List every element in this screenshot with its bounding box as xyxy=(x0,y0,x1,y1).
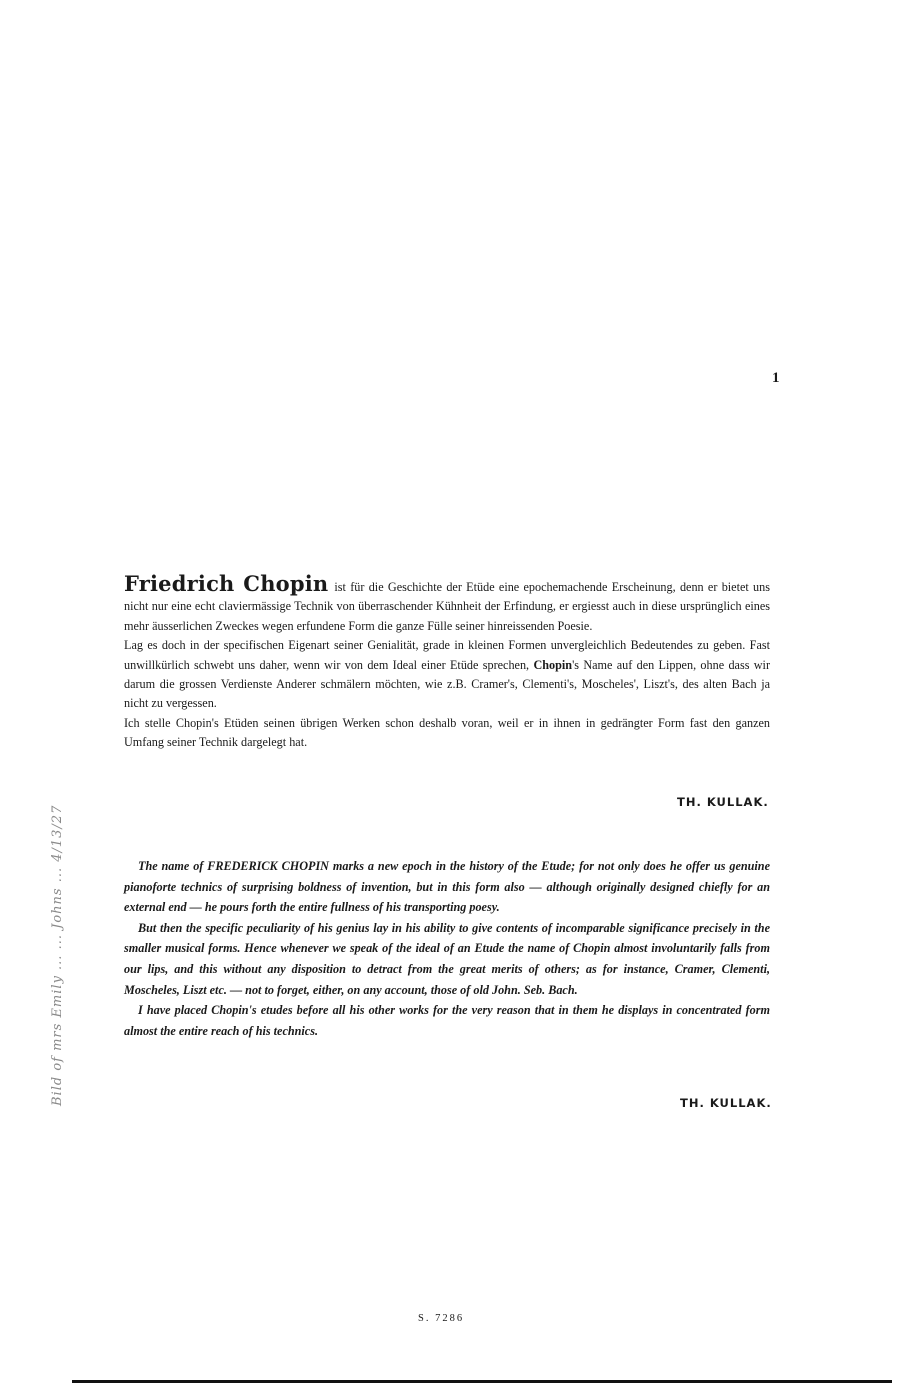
german-preface xyxy=(124,571,770,753)
german-paragraph-2-name: Chopin xyxy=(533,657,573,672)
composer-name-title: Friedrich Chopin xyxy=(124,571,329,596)
german-paragraph-2-text: Lag es doch in der specifischen Eigenart seiner Genialität, grade in kleinen Formen unvergleichlich Bedeutendes zu geben. Fast unwillkürlich schwebt uns daher, wenn wir von dem Ideal einer Etüde sprechen, xyxy=(124,638,770,672)
english-preface xyxy=(124,856,770,1041)
german-paragraph-3: Ich stelle Chopin's Etüden seinen übrigen Werken schon deshalb voran, weil er in ihnen in gedrängter Form fast den ganzen Umfang seiner Technik dargelegt hat. xyxy=(124,715,770,750)
english-paragraph-2: But then the specific peculiarity of his genius lay in his ability to give contents of incomparable significance precisely in the smaller musical forms. Hence whenever we speak of the ideal of an Etude the name of Chopin almost involuntarily falls from our lips, and this without any disposition to detract from the great merits of others; as for instance, Cramer, Clementi, Moscheles, Liszt etc. — not to forget, either, on any account, those of old John. Seb. Bach. xyxy=(124,920,770,997)
german-paragraph-1-text: ist für die Geschichte der Etüde eine epochemachende Erscheinung, denn er bietet uns nicht nur eine echt claviermässige Technik von überraschender Kühnheit der Erfindung, er ergiesst auch in diese ursprünglich eines mehr äusserlichen Zweckes wegen erfundene Form die ganze Fülle seiner hinreissenden Poesie. xyxy=(124,580,770,633)
german-paragraph-1 xyxy=(124,571,770,636)
page-number: 1 xyxy=(772,370,780,386)
plate-number: S. 7286 xyxy=(418,1313,465,1324)
english-paragraph-1: The name of FREDERICK CHOPIN marks a new epoch in the history of the Etude; for not only does he offer us genuine pianoforte technics of surprising boldness of invention, but in this form also — although originally designed chiefly for an external end — he pours forth the entire fullness of his transporting poesy. xyxy=(124,859,770,915)
german-paragraph-2 xyxy=(124,636,770,714)
handwritten-margin-note: Bild of mrs Emily ... ... Johns ... 4/13/27 xyxy=(50,804,65,1106)
bottom-rule xyxy=(72,1380,892,1383)
german-paragraph-2-rest: 's Name auf den Lippen, ohne dass wir darum die grossen Verdienste Anderer schmälern möchten, wie z.B. Cramer's, Clementi's, Moscheles', Liszt's, des alten Bach ja nicht zu vergessen. xyxy=(124,657,770,711)
english-paragraph-3: I have placed Chopin's etudes before all his other works for the very reason that in them he displays in concentrated form almost the entire reach of his technics. xyxy=(124,1003,770,1038)
english-signature: TH. KULLAK. xyxy=(680,1096,772,1110)
german-signature: TH. KULLAK. xyxy=(677,795,769,809)
